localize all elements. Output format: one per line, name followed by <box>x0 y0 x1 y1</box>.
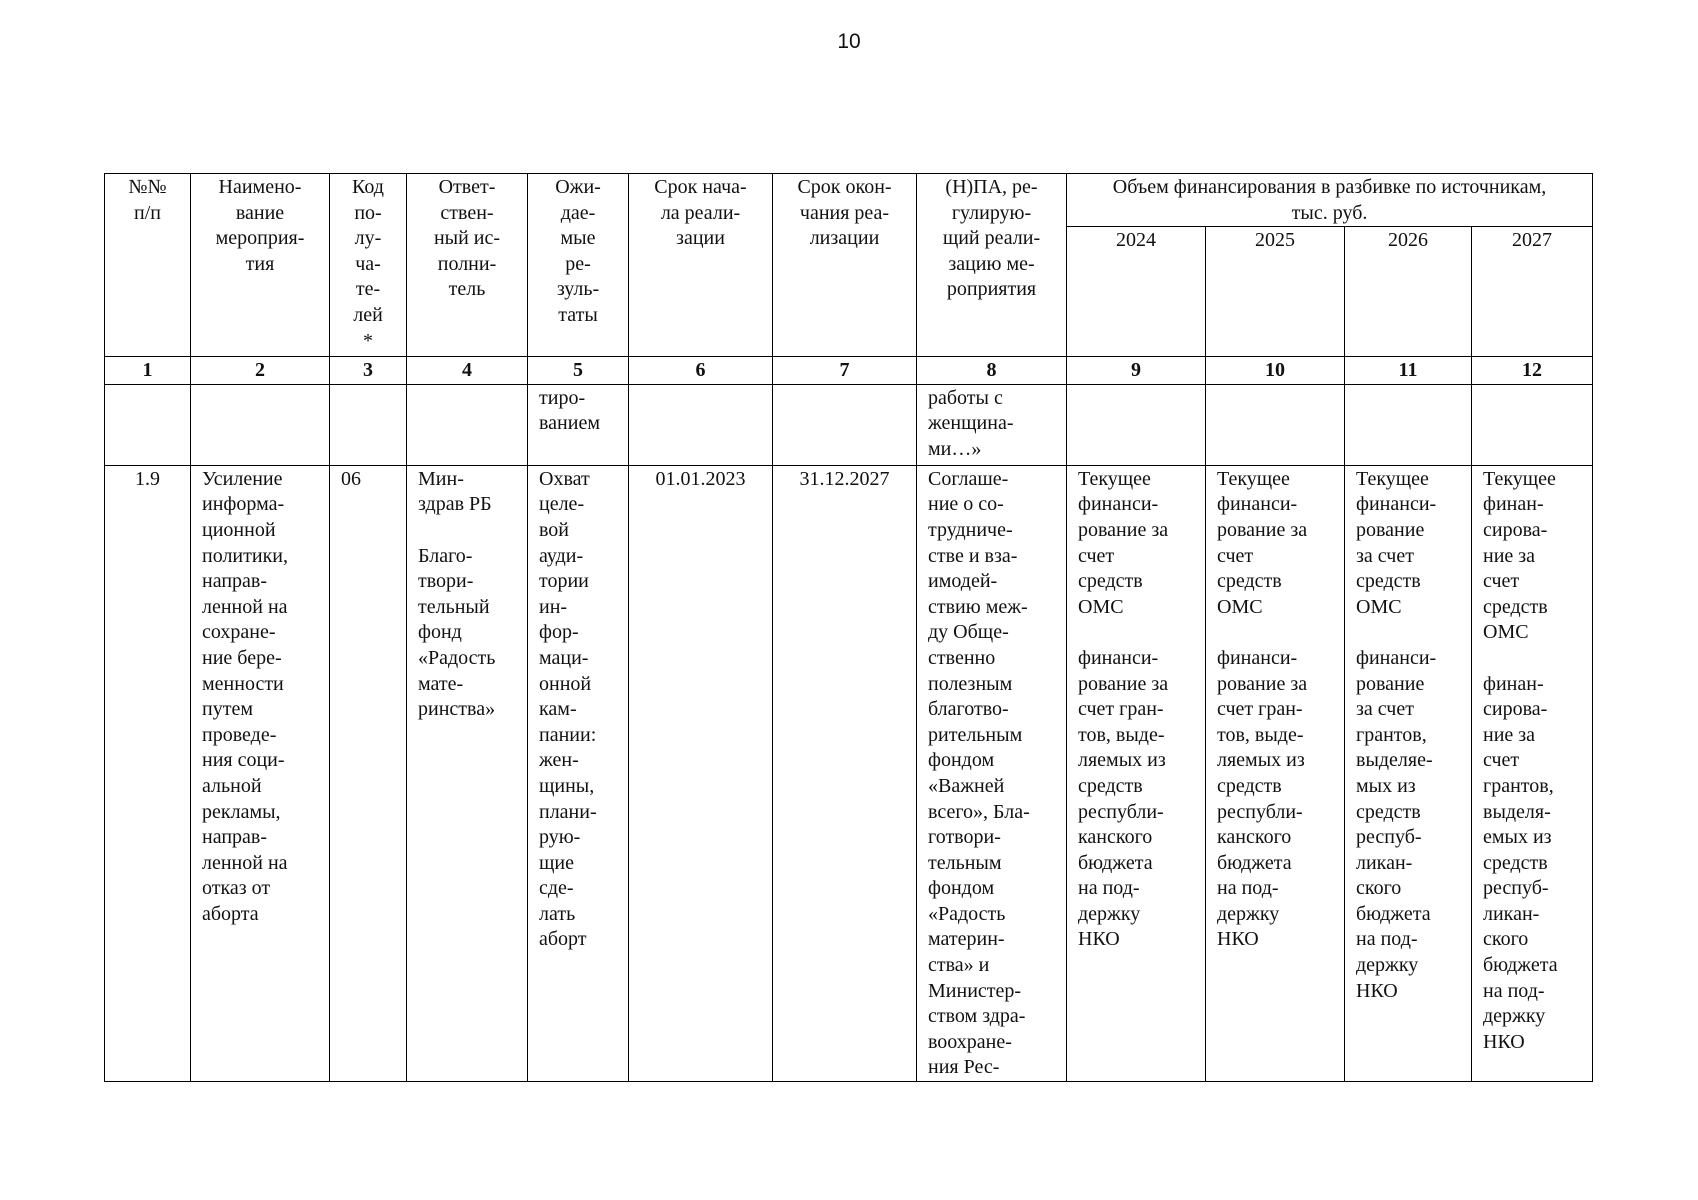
empty-cell <box>330 384 407 465</box>
header-year-2024: 2024 <box>1067 227 1206 357</box>
responsible-executor: Мин- здрав РБ Благо- твори- тельный фонд «Радость мате- ринства» <box>407 465 528 1081</box>
column-number: 12 <box>1472 357 1593 385</box>
header-year-2026: 2026 <box>1345 227 1472 357</box>
empty-cell <box>105 384 191 465</box>
continuation-npa: работы с женщина- ми…» <box>917 384 1067 465</box>
page-number: 10 <box>837 30 861 53</box>
empty-cell <box>191 384 330 465</box>
header-executor: Ответ- ствен- ный ис- полни- тель <box>407 174 528 357</box>
header-start-date: Срок нача- ла реали- зации <box>629 174 773 357</box>
funding-2024: Текущее финанси- рование за счет средств ОМС финанси- рование за счет гран- тов, выде- ляемых из средств республи- канского бюджета на под- держку НКО <box>1067 465 1206 1081</box>
empty-cell <box>1206 384 1345 465</box>
empty-cell <box>1067 384 1206 465</box>
column-number: 7 <box>773 357 917 385</box>
column-number: 11 <box>1345 357 1472 385</box>
column-number: 5 <box>528 357 629 385</box>
continuation-results: тиро- ванием <box>528 384 629 465</box>
header-code: Код по- лу- ча- те- лей * <box>330 174 407 357</box>
empty-cell <box>773 384 917 465</box>
column-number: 1 <box>105 357 191 385</box>
empty-cell <box>407 384 528 465</box>
continuation-row <box>105 384 1593 465</box>
funding-2026: Текущее финанси- рование за счет средств ОМС финанси- рование за счет грантов, выделяе- мых из средств респуб- ликан- ского бюджета на под- держку НКО <box>1345 465 1472 1081</box>
header-row <box>105 174 1593 227</box>
start-date: 01.01.2023 <box>629 465 773 1081</box>
column-number: 9 <box>1067 357 1206 385</box>
column-number: 10 <box>1206 357 1345 385</box>
table-row <box>105 465 1593 1081</box>
header-end-date: Срок окон- чания реа- лизации <box>773 174 917 357</box>
funding-2027: Текущее финан- сирова- ние за счет средств ОМС финан- сирова- ние за счет грантов, выделя- емых из средств респуб- ликан- ского бюджета на под- держку НКО <box>1472 465 1593 1081</box>
empty-cell <box>1472 384 1593 465</box>
regulating-act: Соглаше- ние о со- трудниче- стве и вза- имодей- ствию меж- ду Обще- ственно полезным благотво- рительным фондом «Важней всего», Бла- готвори- тельным фондом «Радость материн- ства» и Министер- ством здра- воохране- ния Рес- <box>917 465 1067 1081</box>
column-number: 6 <box>629 357 773 385</box>
column-number: 2 <box>191 357 330 385</box>
measure-name: Усиление информа- ционной политики, направ- ленной на сохране- ние бере- менности путем проведе- ния соци- альной рекламы, направ- ленной на отказ от аборта <box>191 465 330 1081</box>
row-number: 1.9 <box>105 465 191 1081</box>
column-number: 3 <box>330 357 407 385</box>
empty-cell <box>1345 384 1472 465</box>
measures-table <box>104 173 1593 1082</box>
header-results: Ожи- дае- мые ре- зуль- таты <box>528 174 629 357</box>
header-year-2027: 2027 <box>1472 227 1593 357</box>
column-number: 8 <box>917 357 1067 385</box>
expected-results: Охват целе- вой ауди- тории ин- фор- маци- онной кам- пании: жен- щины, плани- рую- щие сде- лать аборт <box>528 465 629 1081</box>
funding-2025: Текущее финанси- рование за счет средств ОМС финанси- рование за счет гран- тов, выде- ляемых из средств республи- канского бюджета на под- держку НКО <box>1206 465 1345 1081</box>
header-year-2025: 2025 <box>1206 227 1345 357</box>
empty-cell <box>629 384 773 465</box>
recipient-code: 06 <box>330 465 407 1081</box>
header-npa: (Н)ПА, ре- гулирую- щий реали- зацию ме- роприятия <box>917 174 1067 357</box>
column-number-row <box>105 357 1593 385</box>
header-funding-group: Объем финансирования в разбивке по источникам, тыс. руб. <box>1067 174 1593 227</box>
header-name: Наимено- вание мероприя- тия <box>191 174 330 357</box>
header-number: №№ п/п <box>105 174 191 357</box>
column-number: 4 <box>407 357 528 385</box>
end-date: 31.12.2027 <box>773 465 917 1081</box>
